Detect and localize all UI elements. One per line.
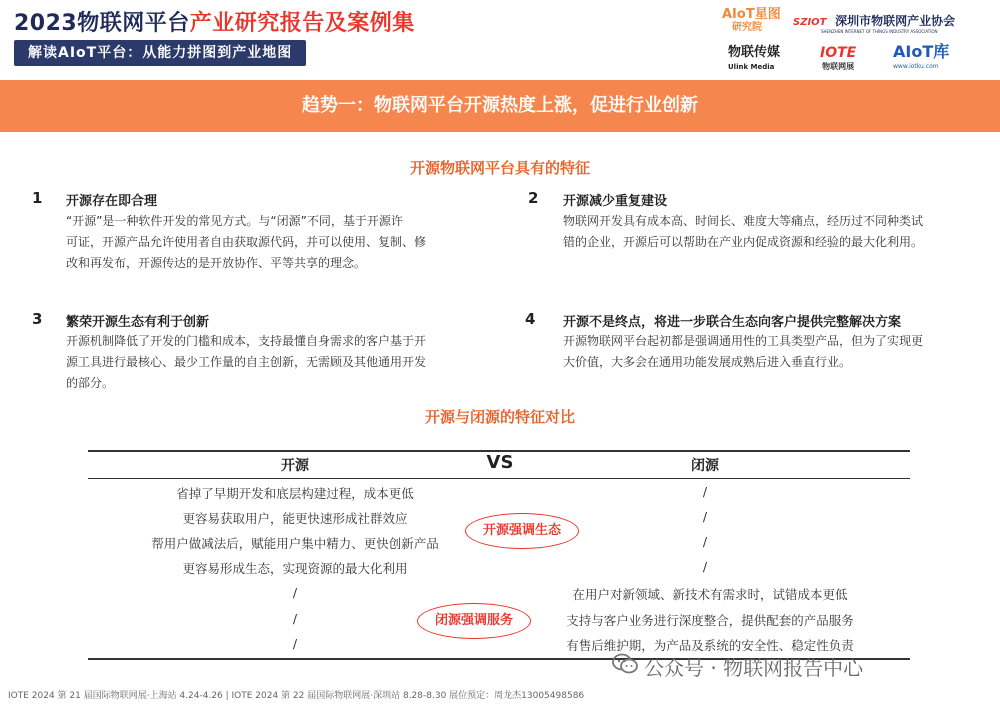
features-section-title: 开源物联网平台具有的特征	[409, 159, 590, 177]
aiot-research-logo: AIoT星图 研究院	[722, 7, 781, 33]
cell-closed: 有售后维护期，为产品及系统的安全性、稳定性负责	[566, 638, 854, 653]
feature-title: 开源减少重复建设	[563, 194, 668, 209]
feature-title: 开源不是终点，将进一步联合生态向客户提供完整解决方案	[563, 315, 902, 330]
comparison-section-title: 开源与闭源的特征对比	[424, 408, 575, 426]
cell-open: 帮用户做减法后，赋能用户集中精力、更快创新产品	[151, 536, 439, 551]
feature-body: “开源”是一种软件开发的常见方式。与“闭源”不同，基于开源许 可证，开源产品允许使用者自由获取源代码，并可以使用、复制、修 改和再发布，开源传达的是开放协作、平等共享的理念。	[66, 214, 427, 270]
feature-body: 物联网开发具有成本高、时间长、难度大等痛点，经历过不同种类试 错的企业，开源后可以帮助在产业内促成资源和经验的最大化利用。	[563, 214, 924, 249]
report-title-accent: 产业研究报告及案例集	[189, 11, 415, 36]
cell-closed: /	[702, 534, 708, 549]
trend-banner-text: 趋势一：物联网平台开源热度上涨，促进行业创新	[302, 95, 698, 116]
vs-label: VS	[486, 452, 514, 473]
wechat-icon	[612, 653, 638, 680]
cell-closed: /	[702, 484, 708, 499]
feature-body: 开源物联网平台起初都是强调通用性的工具类型产品，但为了实现更 大价值，大多会在通用功能发展成熟后进入垂直行业。	[563, 334, 924, 369]
watermark-text: 公众号 · 物联网报告中心	[644, 656, 864, 680]
feature-title: 繁荣开源生态有利于创新	[66, 315, 210, 330]
sziot-logo: SZIOT 深圳市物联网产业协会 SHENZHEN INTERNET OF THINGS INDUSTRY ASSOCIATION	[793, 14, 956, 34]
iote-logo: IOTE 物联网展	[820, 45, 857, 71]
cell-closed: /	[702, 559, 708, 574]
feature-number: 1	[32, 189, 43, 207]
column-header-closed: 闭源	[691, 458, 719, 474]
feature-title: 开源存在即合理	[66, 194, 158, 209]
report-subtitle: 解读AIoT平台：从能力拼图到产业地图	[14, 40, 306, 66]
watermark	[612, 652, 863, 681]
cell-open: 更容易形成生态，实现资源的最大化利用	[182, 561, 408, 576]
cell-closed: /	[702, 509, 708, 524]
cell-open: /	[292, 585, 298, 600]
feature-number: 3	[32, 310, 43, 328]
cell-open: 更容易获取用户，能更快速形成社群效应	[182, 511, 408, 526]
report-title-plain: 2023物联网平台	[14, 11, 190, 36]
cell-open: /	[292, 636, 298, 651]
footer-text: IOTE 2024 第 21 届国际物联网展·上海站 4.24-4.26 | IOTE 2024 第 22 届国际物联网展·深圳站 8.28-8.30 展位预定：周龙杰13005498586	[8, 691, 585, 701]
oval-open-emphasis: 开源强调生态	[465, 513, 579, 549]
column-header-open: 开源	[281, 458, 309, 474]
ulink-media-logo: 物联传媒 Ulink Media	[728, 45, 781, 71]
cell-open: 省掉了早期开发和底层构建过程，成本更低	[176, 486, 414, 501]
cell-closed: 支持与客户业务进行深度整合，提供配套的产品服务	[566, 613, 854, 628]
oval-closed-emphasis: 闭源强调服务	[417, 603, 531, 639]
report-title	[14, 6, 415, 37]
trend-banner	[0, 80, 1000, 132]
cell-closed: 在用户对新领域、新技术有需求时，试错成本更低	[572, 587, 848, 602]
table-header-rule	[88, 478, 910, 479]
cell-open: /	[292, 611, 298, 626]
aiotku-logo: AIoT库 www.iotku.com	[893, 42, 950, 70]
feature-body: 开源机制降低了开发的门槛和成本，支持最懂自身需求的客户基于开 源工具进行最核心、最少工作量的自主创新，无需顾及其他通用开发 的部分。	[66, 334, 427, 390]
feature-number: 4	[525, 310, 536, 328]
feature-number: 2	[528, 189, 539, 207]
